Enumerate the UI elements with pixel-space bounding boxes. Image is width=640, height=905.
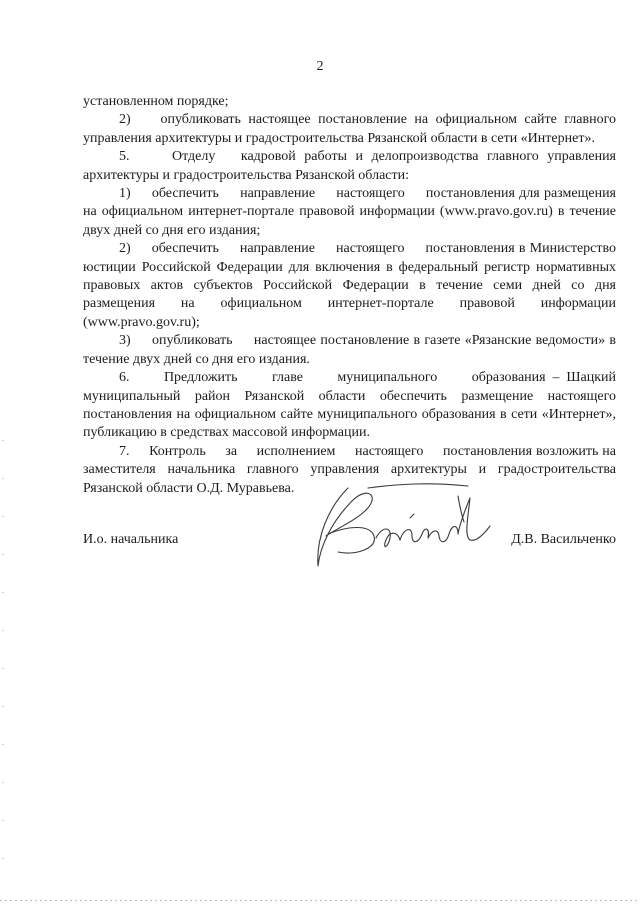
- handwritten-signature: [308, 478, 493, 573]
- paragraph-item-5: 5. Отделу кадровой работы и делопроизводства главного управления архитектуры и градостроительства Рязанской области:: [83, 149, 616, 183]
- scan-artifact: [2, 440, 4, 880]
- paragraph-continuation: установленном порядке;: [83, 94, 229, 109]
- paragraph-item-5-2: 2) обеспечить направление настоящего постановления в Министерство юстиции Российской Федерации для включения в федеральный регистр нормативных правовых актов субъектов Российской Федерации в течение семи дней со дня размещения на официальном интернет-портале правовой информации (www.pravo.gov.ru);: [83, 241, 616, 330]
- paragraph-item-5-3: 3) опубликовать настоящее постановление в газете «Рязанские ведомости» в течение двух дней со дня его издания.: [83, 333, 616, 367]
- signatory-name: Д.В. Васильченко: [511, 532, 616, 547]
- signatory-title: И.о. начальника: [83, 532, 179, 547]
- scan-edge-line: [0, 900, 640, 901]
- page-number: 2: [316, 59, 324, 74]
- paragraph-item-6: 6. Предложить главе муниципального образования – Шацкий муниципальный район Рязанской области обеспечить размещение настоящего постановления на официальном сайте муниципального образования в сети «Интернет», публикацию в средствах массовой информации.: [83, 370, 616, 441]
- paragraph-item-publish-site: 2) опубликовать настоящее постановление на официальном сайте главного управления архитектуры и градостроительства Рязанской области в сети «Интернет».: [83, 112, 616, 146]
- paragraph-item-7: 7. Контроль за исполнением настоящего постановления возложить на заместителя начальника главного управления архитектуры и градостроительства Рязанской области О.Д. Муравьева.: [83, 443, 616, 496]
- document-body: [83, 93, 616, 498]
- paragraph-item-5-1: 1) обеспечить направление настоящего постановления для размещения на официальном интернет-портале правовой информации (www.pravo.gov.ru) в течение двух дней со дня его издания;: [83, 186, 616, 238]
